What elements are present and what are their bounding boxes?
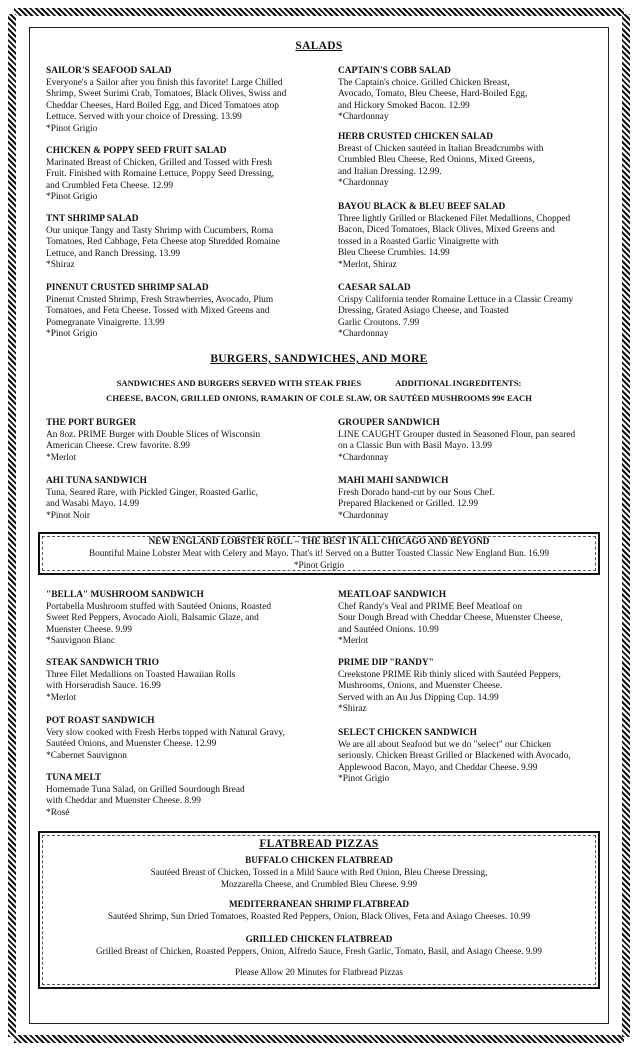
border-bottom	[14, 1035, 624, 1043]
wine-pairing: *Rosé	[46, 807, 70, 818]
flatbread-item-description: Grilled Breast of Chicken, Roasted Peppers, Onion, Alfredo Sauce, Fresh Garlic, Tomato, Basil, and Asiago Cheese. 9.99	[96, 946, 542, 956]
menu-item-name: AHI TUNA SANDWICH	[46, 476, 147, 486]
menu-item-description: Chef Randy's Veal and PRIME Beef Meatloaf on	[338, 601, 523, 612]
wine-pairing: *Pinot Grigio	[46, 192, 98, 203]
menu-item-description: Our unique Tangy and Tasty Shrimp with Cucumbers, Roma	[46, 225, 274, 236]
menu-item-description: Three lightly Grilled or Blackened Filet Medallions, Chopped	[338, 213, 571, 224]
menu-item-name: TUNA MELT	[46, 773, 102, 783]
menu-item-description: Bleu Cheese Crumbles. 14.99	[338, 248, 450, 259]
menu-item-description: Everyone's a Sailor after you finish this favorite! Large Chilled	[46, 77, 283, 88]
menu-item-description: LINE CAUGHT Grouper dusted in Seasoned Flour, pan seared	[338, 429, 576, 440]
menu-item-select-chicken-sandwich	[338, 728, 598, 786]
menu-item-name: PRIME DIP "RANDY"	[338, 658, 434, 668]
menu-item-description: Marinated Breast of Chicken, Grilled and Tossed with Fresh	[46, 157, 272, 168]
menu-item-description: Pomegranate Vinaigrette. 13.99	[46, 317, 165, 328]
menu-item-description: and Italian Dressing. 12.99.	[338, 166, 442, 177]
border-top	[14, 8, 624, 16]
burgers-heading: BURGERS, SANDWICHES, AND MORE	[210, 353, 428, 365]
wine-pairing: *Merlot	[338, 636, 369, 647]
wine-pairing: *Shiraz	[46, 260, 75, 271]
menu-item-description: Crumbled Bleu Cheese, Red Onions, Mixed Greens,	[338, 155, 535, 166]
menu-item-description: Avocado, Tomato, Bleu Cheese, Hard-Boiled Egg,	[338, 89, 528, 100]
wine-pairing: *Sauvignon Blanc	[46, 636, 116, 647]
menu-item-grouper-sandwich	[338, 418, 598, 464]
menu-item-description: An 8oz. PRIME Burger with Double Slices of Wisconsin	[46, 429, 261, 440]
menu-item-description: Fruit. Finished with Romaine Lettuce, Poppy Seed Dressing,	[46, 169, 275, 180]
wine-pairing: *Shiraz	[338, 704, 367, 715]
flatbread-item-description: Sautéed Shrimp, Sun Dried Tomatoes, Roasted Red Peppers, Onion, Black Olives, Feta and Asiago Cheeses. 10.99	[107, 911, 531, 921]
menu-item-name: PINENUT CRUSTED SHRIMP SALAD	[46, 283, 209, 293]
menu-item-name: SELECT CHICKEN SANDWICH	[338, 728, 477, 738]
menu-item-sailor-s-seafood-salad	[46, 66, 316, 136]
wine-pairing: *Merlot, Shiraz	[338, 259, 397, 270]
flatbread-item-name: BUFFALO CHICKEN FLATBREAD	[245, 855, 393, 865]
wine-pairing: *Chardonnay	[338, 112, 389, 123]
menu-item-description: Shrimp, Sweet Surimi Crab, Tomatoes, Black Olives, Swiss and	[46, 89, 287, 100]
menu-item-caesar-salad	[338, 283, 598, 341]
menu-item-description: We are all about Seafood but we do "select" our Chicken	[338, 739, 552, 750]
wine-pairing: *Pinot Grigio	[338, 774, 390, 785]
wine-pairing: *Chardonnay	[338, 452, 389, 463]
menu-item-name: "BELLA" MUSHROOM SANDWICH	[46, 590, 204, 600]
menu-item-description: and Hickory Smoked Bacon. 12.99	[338, 100, 470, 111]
menu-item-description: Fresh Dorado hand-cut by our Sous Chef.	[338, 487, 495, 498]
menu-item-name: GROUPER SANDWICH	[338, 418, 440, 428]
menu-item-name: MEATLOAF SANDWICH	[338, 590, 447, 600]
flatbread-heading: FLATBREAD PIZZAS	[259, 838, 379, 850]
menu-item-meatloaf-sandwich	[338, 590, 598, 648]
wine-pairing: *Chardonnay	[338, 510, 389, 521]
menu-item-herb-crusted-chicken-salad	[338, 132, 598, 190]
burgers-note-2: CHEESE, BACON, GRILLED ONIONS, RAMAKIN OF COLE SLAW, OR SAUTÉED MUSHROOMS 99¢ EACH	[106, 393, 532, 403]
lobster-roll-desc: Bountiful Maine Lobster Meat with Celery and Mayo. That's it! Served on a Butter Toasted Classic New England Bun. 16.99	[89, 548, 549, 558]
menu-item-description: Mushrooms, Onions, and Muenster Cheese.	[338, 681, 503, 692]
menu-item-description: Portabella Mushroom stuffed with Sautéed Onions, Roasted	[46, 601, 272, 612]
wine-pairing: *Chardonnay	[338, 178, 389, 189]
menu-item-description: Pinenut Crusted Shrimp, Fresh Strawberries, Avocado, Plum	[46, 294, 274, 305]
menu-item-name: CHICKEN & POPPY SEED FRUIT SALAD	[46, 146, 227, 156]
menu-item-steak-sandwich-trio	[46, 658, 316, 704]
menu-item-name: CAPTAIN'S COBB SALAD	[338, 66, 451, 76]
wine-pairing: *Pinot Grigio	[46, 123, 98, 134]
menu-item-description: Bacon, Diced Tomatoes, Black Olives, Mixed Greens and	[338, 225, 555, 236]
menu-item-name: THE PORT BURGER	[46, 418, 137, 428]
menu-item-description: Lettuce, and Ranch Dressing. 13.99	[46, 248, 181, 259]
menu-item-description: Applewood Bacon, Mayo, and Cheddar Cheese. 9.99	[338, 762, 538, 773]
menu-item-description: Three Filet Medallions on Toasted Hawaiian Rolls	[46, 669, 236, 680]
menu-item-mahi-mahi-sandwich	[338, 476, 598, 522]
menu-item-description: and Sautéed Onions. 10.99	[338, 624, 439, 635]
menu-item-description: Breast of Chicken sautéed in Italian Breadcrumbs with	[338, 143, 544, 154]
menu-item-name: CAESAR SALAD	[338, 283, 411, 293]
menu-item-the-port-burger	[46, 418, 316, 464]
flatbread-item-description: Sautéed Breast of Chicken, Tossed in a Mild Sauce with Red Onion, Bleu Cheese Dressing,	[150, 867, 488, 877]
flatbread-footer: Please Allow 20 Minutes for Flatbread Pizzas	[235, 967, 403, 977]
menu-item-tnt-shrimp-salad	[46, 214, 316, 272]
additional-ingredients-label: ADDITIONAL INGREDITENTS:	[395, 378, 522, 388]
fries-note: SANDWICHES AND BURGERS SERVED WITH STEAK FRIES	[116, 378, 362, 388]
salads-heading: SALADS	[295, 40, 343, 52]
menu-item-description: tossed in a Roasted Garlic Vinaigrette with	[338, 236, 499, 247]
menu-item-description: with Cheddar and Muenster Cheese. 8.99	[46, 796, 201, 807]
menu-item-name: SAILOR'S SEAFOOD SALAD	[46, 66, 172, 76]
menu-item-pot-roast-sandwich	[46, 716, 316, 762]
menu-item-description: Tomatoes, Red Cabbage, Feta Cheese atop Shredded Romaine	[46, 237, 280, 248]
menu-item-description: Very slow cooked with Fresh Herbs topped with Natural Gravy,	[46, 727, 285, 738]
wine-pairing: *Merlot	[46, 692, 77, 703]
menu-item-prime-dip-randy	[338, 658, 598, 716]
menu-item-description: Prepared Blackened or Grilled. 12.99	[338, 499, 479, 510]
menu-item-description: Sour Dough Bread with Cheddar Cheese, Muenster Cheese,	[338, 613, 563, 624]
menu-item-ahi-tuna-sandwich	[46, 476, 316, 522]
menu-item-description: seriously. Chicken Breast Grilled or Blackened with Avocado,	[338, 751, 571, 762]
menu-item-description: Cheddar Cheeses, Hard Boiled Egg, and Diced Tomatoes atop	[46, 100, 279, 111]
menu-item-captain-s-cobb-salad	[338, 66, 598, 124]
wine-pairing: *Cabernet Sauvignon	[46, 750, 127, 761]
wine-pairing: *Chardonnay	[338, 329, 389, 340]
menu-item-description: on a Classic Bun with Basil Mayo. 13.99	[338, 441, 492, 452]
menu-item-description: Crispy California tender Romaine Lettuce in a Classic Creamy	[338, 294, 574, 305]
menu-item-bayou-black-bleu-beef-salad	[338, 202, 598, 272]
menu-item-description: Creekstone PRIME Rib thinly sliced with Sautéed Peppers,	[338, 669, 561, 680]
menu-item-description: Lettuce. Served with your choice of Dressing. 13.99	[46, 112, 242, 123]
menu-item-name: TNT SHRIMP SALAD	[46, 214, 139, 224]
wine-pairing: *Pinot Noir	[46, 510, 91, 521]
menu-item-name: STEAK SANDWICH TRIO	[46, 658, 159, 668]
menu-item-description: Garlic Croutons. 7.99	[338, 317, 420, 328]
menu-item-pinenut-crusted-shrimp-salad	[46, 283, 316, 341]
menu-item-name: POT ROAST SANDWICH	[46, 716, 155, 726]
menu-item-description: Sweet Red Peppers, Avocado Aioli, Balsamic Glaze, and	[46, 613, 259, 624]
flatbread-item-name: GRILLED CHICKEN FLATBREAD	[245, 934, 393, 944]
menu-item-description: Tuna, Seared Rare, with Pickled Ginger, Roasted Garlic,	[46, 487, 258, 498]
menu-item-name: MAHI MAHI SANDWICH	[338, 476, 449, 486]
wine-pairing: *Pinot Grigio	[46, 329, 98, 340]
menu-item-description: Tomatoes, and Feta Cheese. Tossed with Mixed Greens and	[46, 306, 270, 317]
menu-item-name: HERB CRUSTED CHICKEN SALAD	[338, 132, 493, 142]
menu-item-tuna-melt	[46, 773, 316, 819]
flatbread-item-description: Mozzarella Cheese, and Crumbled Bleu Cheese. 9.99	[220, 879, 418, 889]
menu-item-description: Served with an Au Jus Dipping Cup. 14.99	[338, 692, 499, 703]
lobster-roll-wine: *Pinot Grigio	[293, 560, 345, 570]
flatbread-item-name: MEDITERRANEAN SHRIMP FLATBREAD	[228, 899, 410, 909]
menu-item-description: Dressing, Grated Asiago Cheese, and Toasted	[338, 306, 509, 317]
menu-item-bella-mushroom-sandwich	[46, 590, 316, 648]
menu-item-description: Muenster Cheese. 9.99	[46, 624, 132, 635]
menu-item-description: and Wasabi Mayo. 14.99	[46, 499, 140, 510]
wine-pairing: *Merlot	[46, 452, 77, 463]
menu-item-name: BAYOU BLACK & BLEU BEEF SALAD	[338, 202, 506, 212]
menu-item-description: The Captain's choice. Grilled Chicken Breast,	[338, 77, 510, 88]
menu-item-description: Homemade Tuna Salad, on Grilled Sourdough Bread	[46, 784, 245, 795]
menu-item-description: with Horseradish Sauce. 16.99	[46, 681, 161, 692]
menu-item-description: Sautéed Onions, and Muenster Cheese. 12.99	[46, 739, 217, 750]
menu-item-chicken-poppy-seed-fruit-salad	[46, 146, 316, 204]
menu-item-description: American Cheese. Crew favorite. 8.99	[46, 441, 190, 452]
burgers-note-1	[0, 378, 638, 390]
lobster-roll-title: NEW ENGLAND LOBSTER ROLL – THE BEST IN ALL CHICAGO AND BEYOND	[148, 536, 490, 546]
menu-item-description: and Crumbled Feta Cheese. 12.99	[46, 180, 174, 191]
